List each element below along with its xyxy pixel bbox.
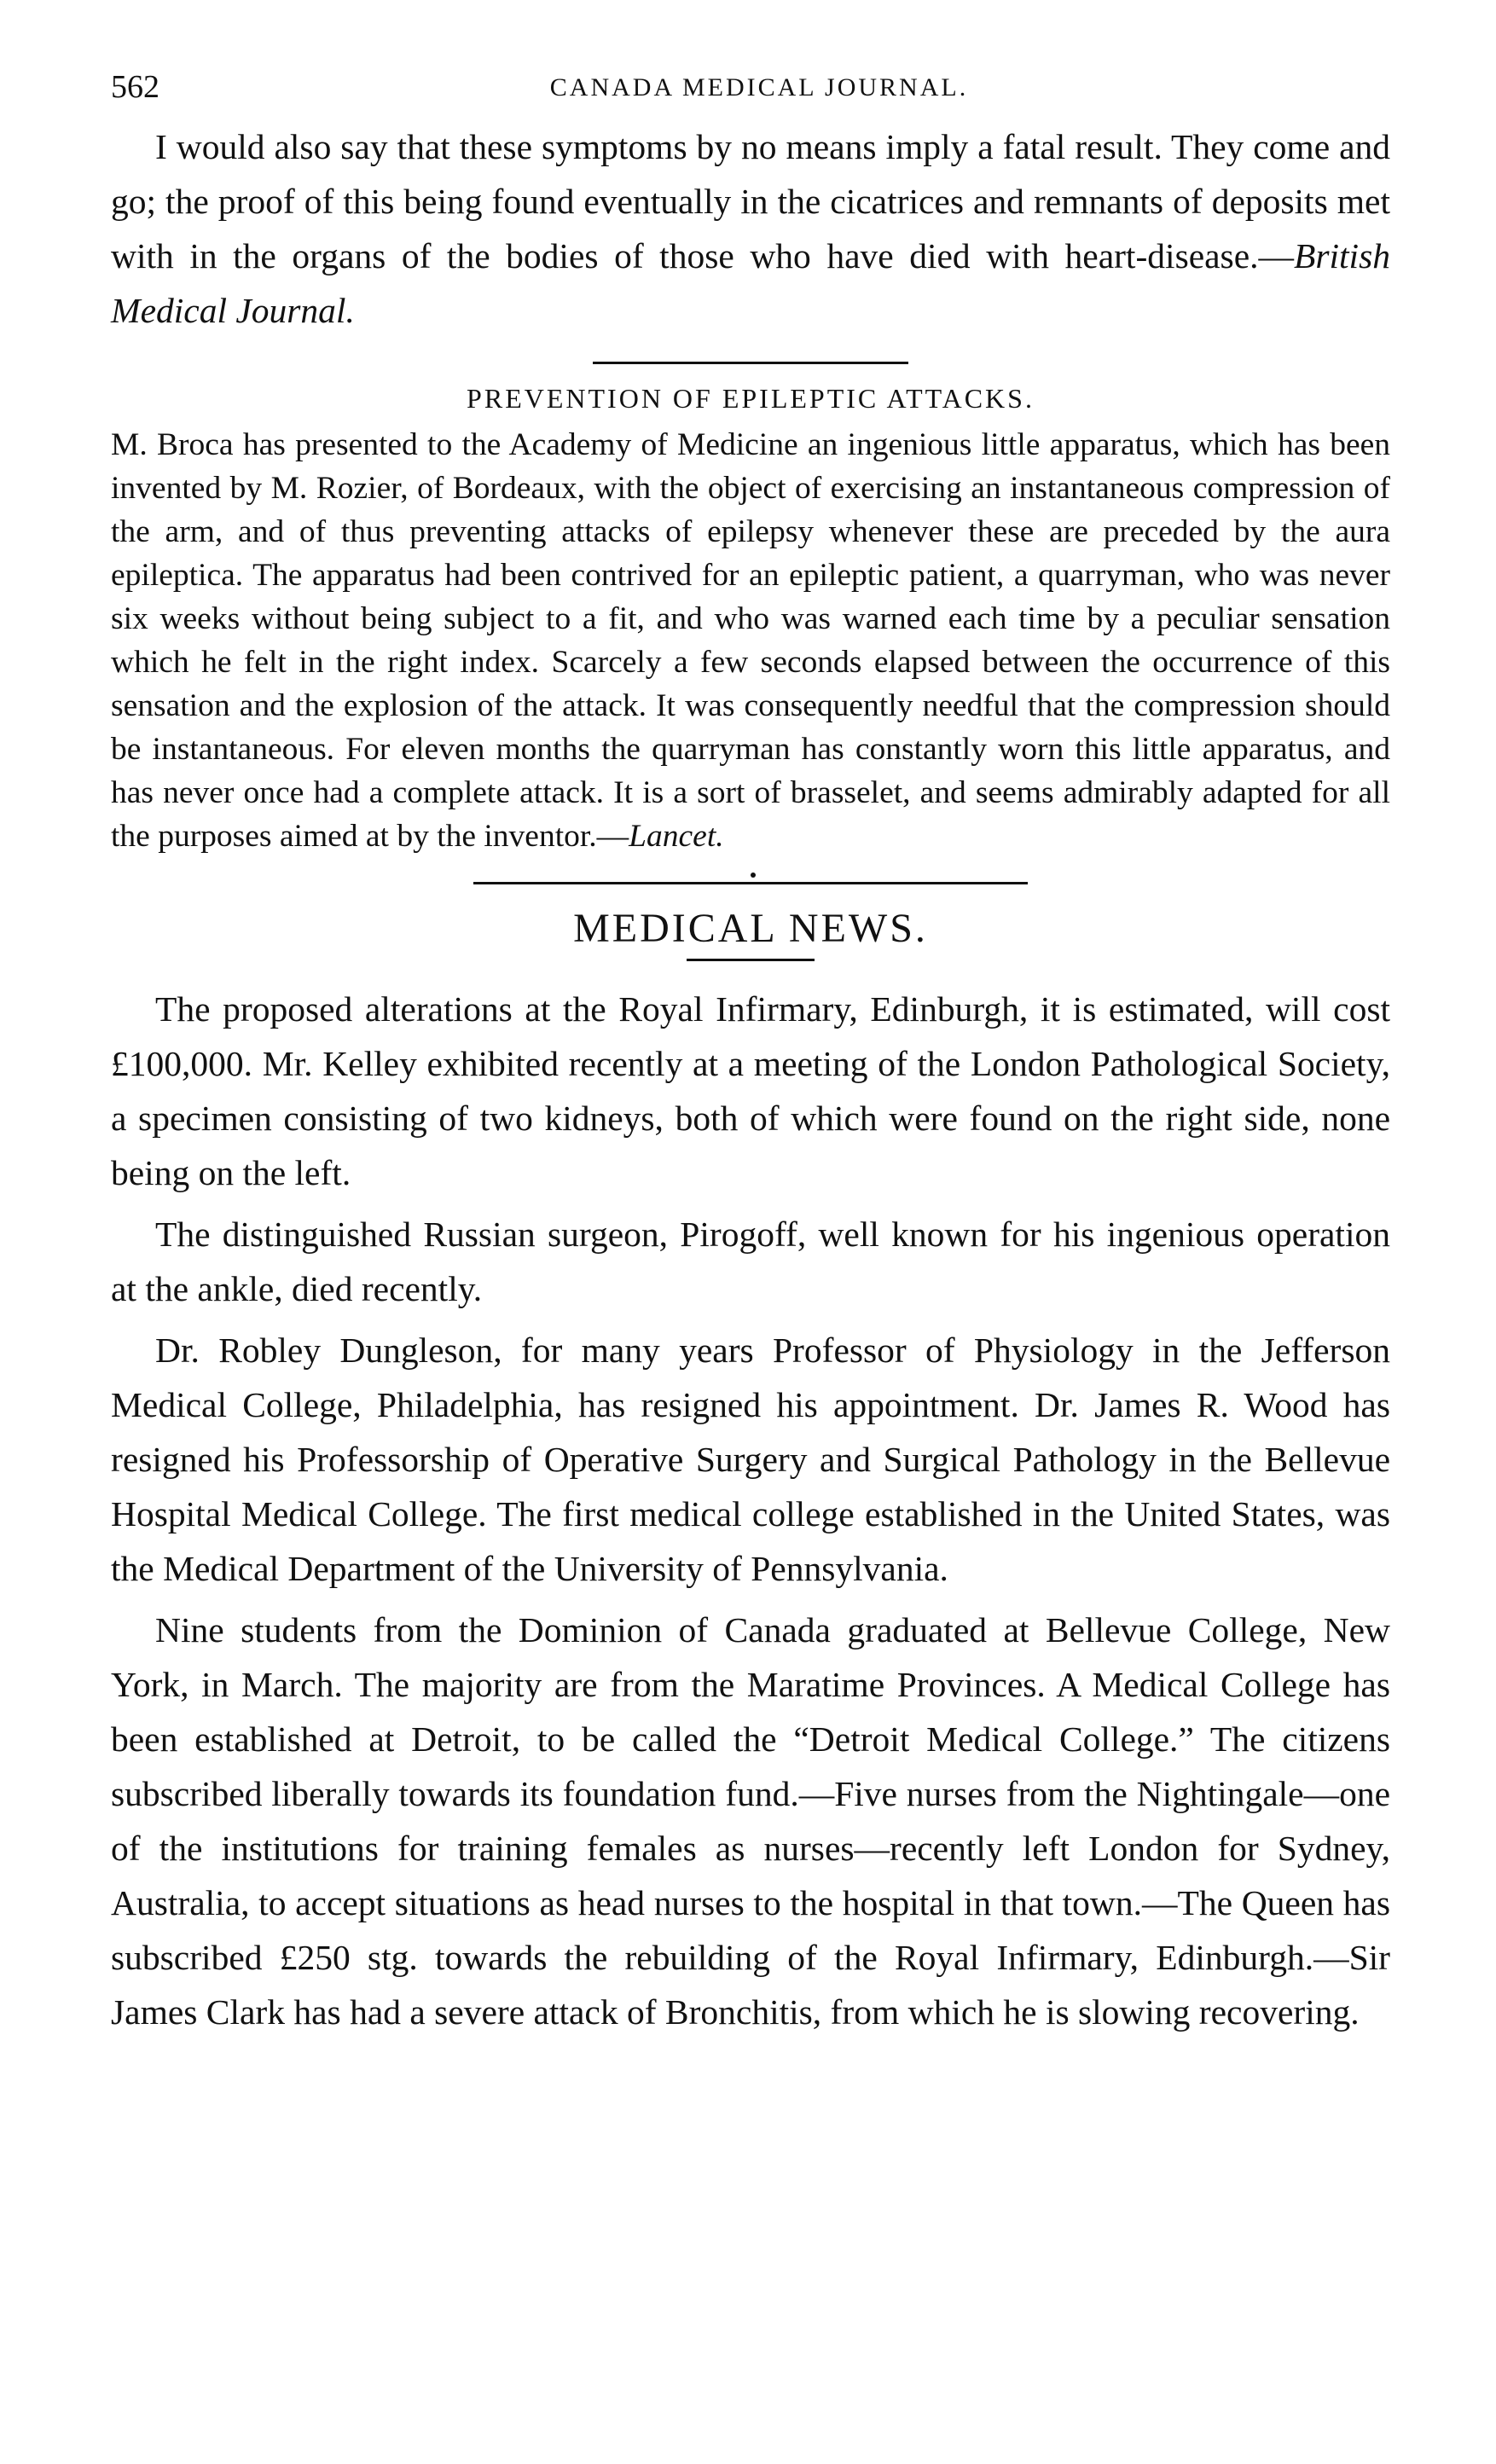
epilepsy-article-source: Lancet. [629,819,724,854]
epilepsy-article-heading: PREVENTION OF EPILEPTIC ATTACKS. [467,383,1035,414]
continued-article-source: British Medical Journal. [111,236,1390,330]
section-divider [593,362,908,364]
section-divider-long [473,882,1028,884]
journal-title: CANADA MEDICAL JOURNAL. [549,73,969,101]
journal-page [111,60,1390,2039]
news-paragraph: The proposed alterations at the Royal Infirmary, Edinburgh, it is estimated, will cost £100,000. Mr. Kelley exhibited recently at a meeting of the London Pathological Society, a specimen consisting of two kidneys, both of which were found on the right side, none being on the left. [111,989,1390,1192]
news-paragraph: The distinguished Russian surgeon, Pirogoff, well known for his ingenious operation at the ankle, died recently. [111,1215,1390,1308]
page-number: 562 [111,69,159,105]
epilepsy-article-text: M. Broca has presented to the Academy of Medicine an ingenious little apparatus, which has been invented by M. Rozier, of Bordeaux, with the object of exercising an instantaneous compression of the arm, and of thus preventing attacks of epilepsy whenever these are preceded by the aura epileptica. The apparatus had been contrived for an epileptic patient, a quarryman, who was never six weeks without being subject to a fit, and who was warned each time by a peculiar sensation which he felt in the right index. Scarcely a few seconds elapsed between the occurrence of this sensation and the explosion of the attack. It was consequently needful that the compression should be instantaneous. For eleven months the quarryman has constantly worn this little apparatus, and has never once had a complete attack. It is a sort of brasselet, and seems admirably adapted for all the purposes aimed at by the inventor.— [111,427,1390,854]
running-head [111,60,1390,119]
continued-article-text: I would also say that these symptoms by no means imply a fatal result. They come and go; the proof of this being found eventually in the cicatrices and remnants of deposits met with in the organs of the bodies of those who have died with heart-disease.— [111,127,1390,275]
medical-news-heading: MEDICAL NEWS. [573,906,928,951]
news-paragraph: Dr. Robley Dungleson, for many years Professor of Physiology in the Jefferson Medical College, Philadelphia, has resigned his appointment. Dr. James R. Wood has resigned his Professorship of Operative Surgery and Surgical Pathology in the Bellevue Hospital Medical College. The first medical college established in the United States, was the Medical Department of the University of Pennsylvania. [111,1331,1390,1588]
epilepsy-article-paragraph [111,423,1390,858]
news-paragraph: Nine students from the Dominion of Canada graduated at Bellevue College, New York, in March. The majority are from the Maratime Provinces. A Medical College has been established at Detroit, to be called the “Detroit Medical College.” The citizens subscribed liberally towards its foundation fund.—Five nurses from the Nightingale—one of the institutions for training females as nurses—recently left London for Sydney, Australia, to accept situations as head nurses to the hospital in that town.—The Queen has subscribed £250 stg. towards the rebuilding of the Royal Infirmary, Edinburgh.—Sir James Clark has had a severe attack of Bronchitis, from which he is slowing recovering. [111,1610,1390,2032]
heading-underline [687,959,815,961]
continued-article-paragraph [111,119,1390,338]
divider-dot [751,873,756,878]
